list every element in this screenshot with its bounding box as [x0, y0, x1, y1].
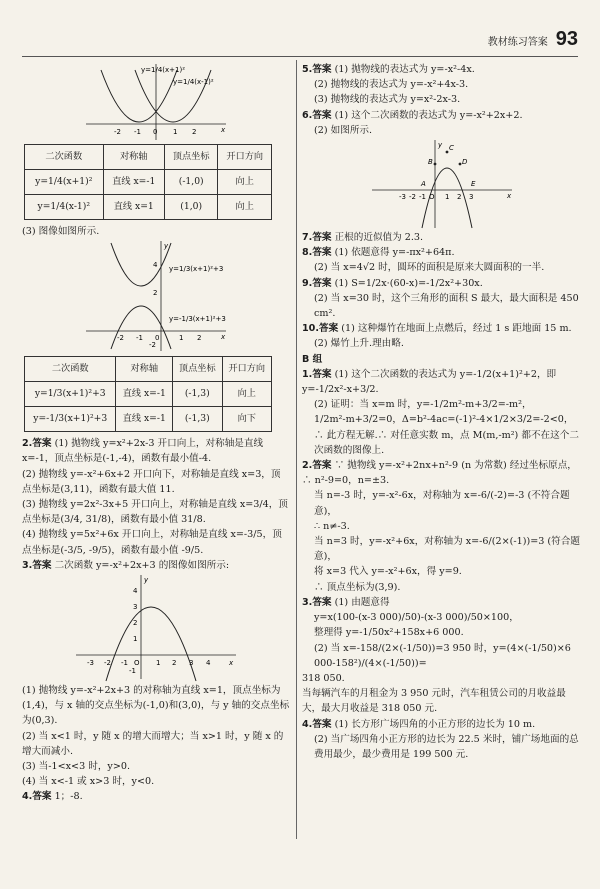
answer-text: 1/2m²-m+3/2=0，Δ=b²-4ac=(-1)²-4×1/2×3/2=-2<0， — [314, 414, 574, 426]
answer-text: 整理得 y=-1/50x²+158x+6 000. — [314, 627, 464, 639]
answer-text: (3) 抛物线 y=2x²-3x+5 开口向上，对称轴是直线 x=3/4，顶点坐标是(3/4, 31/8)，函数有最小值 31/8. — [22, 499, 288, 526]
answer-text: (2) 当 x<1 时，y 随 x 的增大而增大；当 x>1 时，y 随 x 的增大而减小. — [22, 730, 284, 757]
y-axis-label: y — [164, 242, 169, 251]
answer-text: (2) 当 x=30 时，这个三角形的面积 S 最大，最大面积是 450 cm². — [314, 292, 579, 320]
x-tick: -2 — [104, 659, 111, 668]
answer-number: 10.答案 — [302, 323, 339, 335]
answer-text: y=x(100-(x-3 000)/50)-(x-3 000)/50×100， — [314, 612, 519, 624]
answer-b1 — [302, 367, 582, 397]
x-tick: 2 — [457, 193, 462, 202]
point-label: D — [462, 158, 468, 167]
answer-text: (1) S=1/2x·(60-x)=-1/2x²+30x. — [334, 277, 483, 289]
y-axis-label: y — [438, 141, 443, 150]
th: 二次函数 — [25, 145, 104, 170]
answer-text: (2) 当 x=4√2 时，圆环的面积是原来大圆面积的一半. — [314, 262, 545, 274]
x-axis-label: x — [229, 659, 234, 668]
th: 开口方向 — [218, 145, 272, 170]
answer-number: 7.答案 — [302, 232, 332, 244]
answer-text: ∵ 抛物线 y=-x²+2nx+n²-9 (n 为常数) 经过坐标原点，∴ n²-9=0，n=±3. — [302, 460, 577, 487]
td: (-1,3) — [173, 407, 222, 432]
td: 直线 x=-1 — [116, 407, 173, 432]
answer-7 — [302, 230, 582, 245]
answer-10 — [302, 321, 582, 336]
answer-number: 4.答案 — [22, 791, 52, 803]
x-axis-label: x — [221, 333, 226, 342]
answer-b4 — [302, 717, 582, 732]
x-tick: -3 — [87, 659, 94, 668]
page-header — [487, 28, 578, 50]
point-label: C — [449, 144, 454, 153]
answer-b3 — [302, 595, 582, 610]
answer-text: (4) 抛物线 y=5x²+6x 开口向上，对称轴是直线 x=-3/5，顶点坐标是(-3/5, -9/5)，函数有最小值 -9/5. — [22, 529, 282, 556]
curve-label-2: y=1/4(x-1)² — [173, 78, 214, 86]
answer-number: 2.答案 — [22, 438, 52, 450]
th: 二次函数 — [25, 357, 116, 382]
point-label: E — [471, 180, 476, 189]
y-tick: 4 — [133, 587, 138, 596]
answer-text: (2) 证明：当 x=m 时，y=-1/2m²-m+3/2=-m²， — [314, 399, 532, 411]
answer-text: (2) 当广场四角小正方形的边长为 22.5 米时，铺广场地面的总费用最少，最少费用是 199 500 元. — [314, 733, 579, 760]
x-tick: 1 — [173, 128, 178, 136]
answer-text: (1) 这个二次函数的表达式为 y=-1/2(x+1)²+2，即 y=-1/2x²-x+3/2. — [302, 368, 557, 396]
answer-4 — [22, 789, 290, 804]
answer-text: (2) 当 x=-158/(2×(-1/50))=3 950 时，y=(4×(-1/50)×6 000-158²)/(4×(-1/50))= — [314, 642, 571, 669]
td: y=1/4(x-1)² — [25, 195, 104, 220]
table-1 — [24, 144, 272, 220]
th: 对称轴 — [116, 357, 173, 382]
td: (1,0) — [164, 195, 218, 220]
answer-text: 318 050. — [302, 672, 345, 684]
y-tick: 4 — [153, 261, 158, 270]
x-tick: -2 — [117, 334, 124, 343]
x-axis-label: x — [507, 192, 512, 201]
x-tick: O — [134, 659, 140, 668]
graph-downward-parabola — [71, 573, 241, 683]
answer-text: (4) 当 x<-1 或 x>3 时，y<0. — [22, 776, 155, 788]
y-tick: 3 — [133, 603, 138, 612]
answer-number: 3.答案 — [302, 596, 332, 608]
y-tick: 2 — [153, 289, 158, 298]
answer-text: (2) 爆竹上升.理由略. — [314, 338, 404, 350]
graph-up-down-parabolas — [81, 239, 231, 354]
answer-text: ∴ n≠-3. — [314, 520, 350, 532]
answer-text: (1) 依题意得 y=-πx²+64π. — [334, 247, 455, 259]
answer-text: 正根的近似值为 2.3. — [334, 232, 424, 244]
answer-text: (1) 抛物线 y=-x²+2x+3 的对称轴为直线 x=1，顶点坐标为(1,4)，与 x 轴的交点坐标为(-1,0)和(3,0)，与 y 轴的交点坐标为(0,3). — [22, 685, 290, 727]
group-b-heading — [302, 352, 582, 367]
column-divider — [296, 60, 297, 839]
x-tick: -2 — [114, 128, 121, 136]
x-tick: 2 — [172, 659, 177, 668]
td: 向上 — [222, 382, 271, 407]
x-tick: 0 — [153, 128, 158, 136]
point-label: A — [421, 180, 426, 189]
header-rule — [22, 56, 578, 57]
answer-text: 二次函数 y=-x²+2x+3 的图像如图所示: — [54, 559, 230, 571]
td: 直线 x=1 — [103, 195, 164, 220]
answer-text: ∴ 顶点坐标为(3,9). — [314, 581, 401, 593]
x-tick: O — [429, 193, 435, 202]
answer-number: 9.答案 — [302, 277, 332, 289]
header-title: 教材练习答案 — [487, 37, 548, 48]
answer-5 — [302, 62, 582, 77]
th: 顶点坐标 — [173, 357, 222, 382]
graph-two-parabolas — [81, 62, 231, 142]
td: (-1,3) — [173, 382, 222, 407]
answer-text: 当 n=3 时，y=-x²+6x，对称轴为 x=-6/(2×(-1))=3 (符合题意)， — [314, 536, 580, 563]
x-tick: 1 — [156, 659, 161, 668]
answer-number: 1.答案 — [302, 368, 332, 380]
x-tick: -3 — [399, 193, 406, 202]
right-column — [302, 62, 582, 762]
td: 直线 x=-1 — [103, 170, 164, 195]
answer-2 — [22, 436, 290, 466]
answer-text: (1) 这种爆竹在地面上点燃后，经过 1 s 距地面 15 m. — [341, 323, 572, 335]
td: 直线 x=-1 — [116, 382, 173, 407]
answer-3 — [22, 558, 290, 573]
y-axis-label: y — [144, 576, 149, 585]
td: 向上 — [218, 170, 272, 195]
y-tick: 1 — [133, 635, 138, 644]
x-axis-label: x — [221, 126, 226, 134]
graph-parabola-abcde — [367, 138, 517, 230]
td: 向下 — [222, 407, 271, 432]
th: 顶点坐标 — [164, 145, 218, 170]
answer-number: 6.答案 — [302, 109, 332, 121]
left-column — [22, 62, 290, 805]
x-tick: 4 — [206, 659, 211, 668]
answer-text: (1) 由题意得 — [334, 596, 390, 608]
td: y=1/3(x+1)²+3 — [25, 382, 116, 407]
answer-text: (2) 抛物线 y=-x²+6x+2 开口向下，对称轴是直线 x=3，顶点坐标是(3,11)，函数有最大值 11. — [22, 468, 281, 495]
answer-number: 5.答案 — [302, 64, 332, 75]
answer-b2 — [302, 458, 582, 488]
x-tick: -1 — [419, 193, 426, 202]
answer-text: (2) 抛物线的表达式为 y=-x²+4x-3. — [314, 79, 469, 91]
answer-text: (1) 长方形广场四角的小正方形的边长为 10 m. — [334, 718, 536, 730]
answer-text: 当每辆汽车的月租金为 3 950 元时，汽车租赁公司的月收益最大，最大月收益是 318 050 元. — [302, 688, 566, 715]
answer-number: 8.答案 — [302, 247, 332, 259]
x-tick: 3 — [189, 659, 194, 668]
answer-text: (2) 如图所示. — [314, 124, 373, 136]
td: 向上 — [218, 195, 272, 220]
x-tick: -2 — [409, 193, 416, 202]
answer-text: (1) 抛物线的表达式为 y=-x²-4x. — [334, 64, 475, 75]
x-tick: 2 — [197, 334, 202, 343]
answer-text: 将 x=3 代入 y=-x²+6x，得 y=9. — [314, 566, 462, 578]
page-number: 93 — [555, 28, 578, 50]
y-tick: -2 — [149, 341, 156, 350]
x-tick: 1 — [445, 193, 450, 202]
x-tick: 1 — [179, 334, 184, 343]
y-tick: 2 — [133, 619, 138, 628]
answer-text: (3) 当-1<x<3 时，y>0. — [22, 761, 131, 773]
td: (-1,0) — [164, 170, 218, 195]
x-tick: 3 — [469, 193, 474, 202]
answer-text: (1) 这个二次函数的表达式为 y=-x²+2x+2. — [334, 109, 523, 121]
answer-text: 1；-8. — [54, 791, 83, 803]
figure-note: (3) 图像如图所示. — [22, 226, 100, 237]
answer-number: 2.答案 — [302, 460, 332, 472]
group-label: B 组 — [302, 353, 323, 365]
answer-8 — [302, 245, 582, 260]
curve-label-1: y=1/4(x+1)² — [141, 66, 186, 74]
x-tick: 2 — [192, 128, 197, 136]
x-tick: -1 — [136, 334, 143, 343]
answer-text: (1) 抛物线 y=x²+2x-3 开口向上，对称轴是直线 x=-1，顶点坐标是(-1,-4)，函数有最小值-4. — [22, 438, 264, 465]
th: 对称轴 — [103, 145, 164, 170]
td: y=-1/3(x+1)²+3 — [25, 407, 116, 432]
td: y=1/4(x+1)² — [25, 170, 104, 195]
th: 开口方向 — [222, 357, 271, 382]
answer-number: 4.答案 — [302, 718, 332, 730]
x-tick: 0 — [155, 334, 160, 343]
x-tick: -1 — [121, 659, 128, 668]
answer-text: 当 n=-3 时，y=-x²-6x，对称轴为 x=-6/(-2)=-3 (不符合题意)， — [314, 490, 570, 517]
answer-text: ∴ 此方程无解.∴ 对任意实数 m，点 M(m,-m²) 都不在这个二次函数的图像上. — [314, 429, 579, 456]
answer-9 — [302, 276, 582, 291]
x-tick: -1 — [134, 128, 141, 136]
point-label: B — [428, 158, 433, 167]
y-tick: -1 — [129, 667, 136, 676]
answer-text: (3) 抛物线的表达式为 y=x²-2x-3. — [314, 94, 461, 106]
curve-label-down: y=-1/3(x+1)²+3 — [169, 315, 226, 324]
table-2 — [24, 356, 272, 432]
answer-number: 3.答案 — [22, 559, 52, 571]
curve-label-up: y=1/3(x+1)²+3 — [169, 265, 224, 274]
answer-6 — [302, 108, 582, 123]
